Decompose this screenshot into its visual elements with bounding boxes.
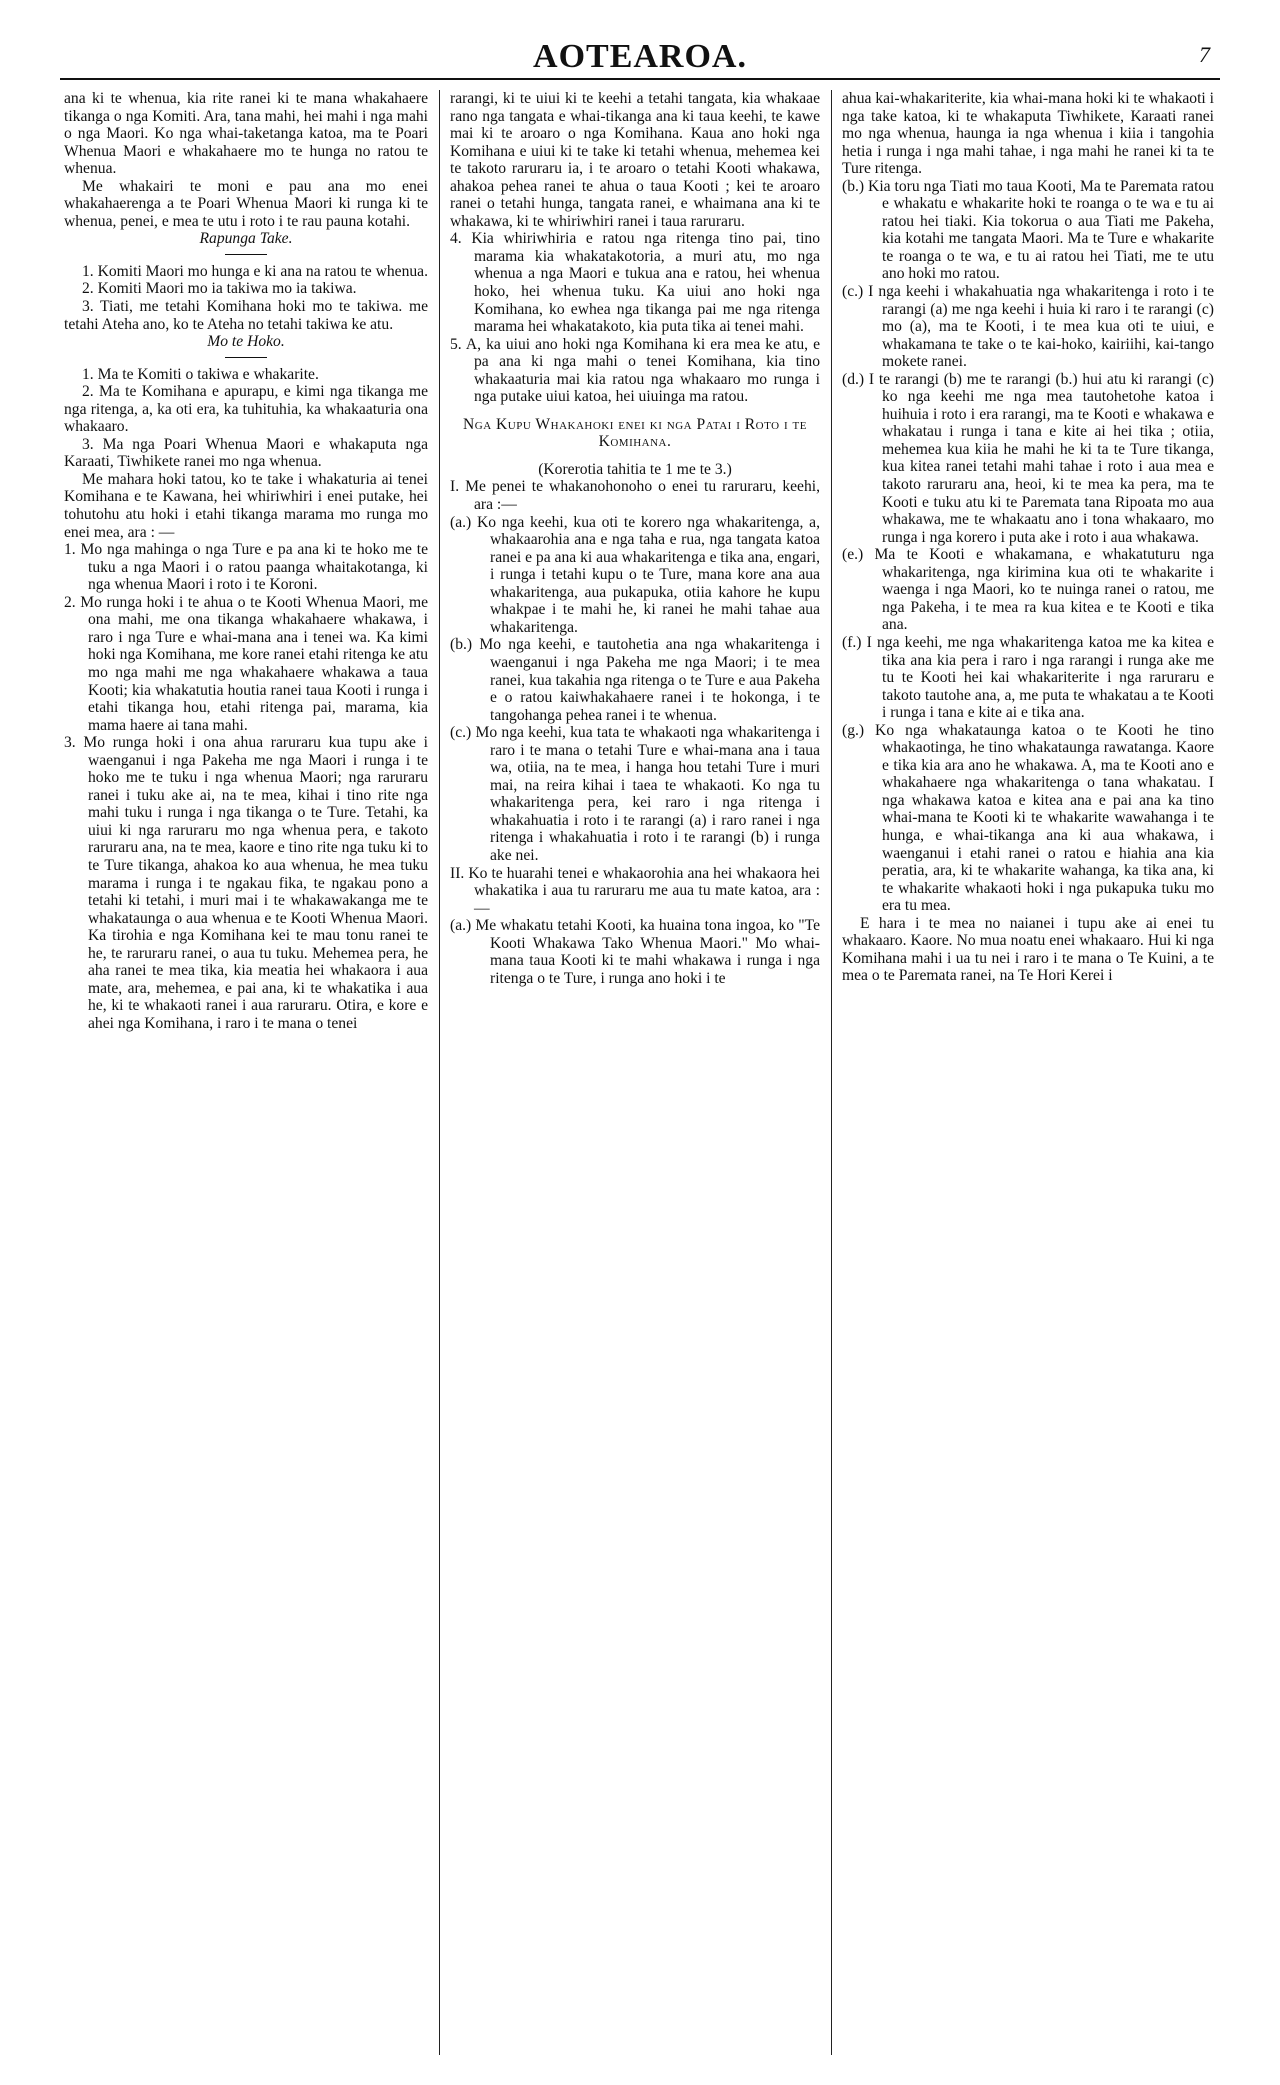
paragraph: 3. Mo runga hoki i ona ahua raruraru kua tupu ake i waenganui i nga Pakeha me nga Maori i runga i te hoko me te tuku i nga whenua Maori; nga raruraru ranei i tuku ake ai, na te mea, kihai i tino rite nga mahi tuku i runga i nga tikanga o te Ture. Tetahi, ka uiui ki nga raruraru mo nga whenua pera, e takoto raruraru ana, na te mea, kaore e tino rite nga tuku ki to te Ture tikanga, ahakoa ko aua whenua, he mea tuku marama i runga i te ngakau fika, te ngakau pono a tetahi ki tetahi, i muri mai i te whakawakanga me te whakataunga o aua whenua e te Kooti Whenua Maori. Ka tirohia e nga Komihana kei te mau tonu ranei te he, te raruraru ranei, o aua tu tuku. Mehemea pera, he aha ranei te mea tika, kia meatia hei whakaora i aua mate, ara, mehemea, e pai ana, ki te whakatika i aua he, ki te whakaoti ranei i aua raruraru. Otira, e kore e ahei nga Komihana, i raro i te mana o tenei <box>64 734 428 1032</box>
paragraph: (e.) Ma te Kooti e whakamana, e whakatuturu nga whakaritenga, nga kirimina kua oti te whakarite i waenga i nga Maori, ko te nuinga ranei o ratou, me nga Pakeha, i te mea ra kua kitea e te Kooti e tika ana. <box>842 546 1214 634</box>
paragraph: 3. Ma nga Poari Whenua Maori e whakaputa nga Karaati, Tiwhikete ranei mo nga whenua. <box>64 435 428 471</box>
paragraph: ana ki te whenua, kia rite ranei ki te mana whakahaere tikanga o nga Komiti. Ara, tana mahi, hei mahi i nga mahi o nga Maori. Ko nga whai-taketanga katoa, ma te Poari Whenua Maori e whakahaere mo te hunga no ratou te whenua. <box>64 90 428 178</box>
spacer <box>450 406 820 416</box>
paragraph: (b.) Kia toru nga Tiati mo taua Kooti, Ma te Paremata ratou e whakatu e whakarite hoki te roanga o te wa e tu ai ratou hei tiaki. Kia tokorua o aua Tiati me Pakeha, kia kotahi me tangata Maori. Ma te Ture e whakarite te roanga o te wa, e tu ai ratou hei Tiati, me te utu ano hoki mo ratou. <box>842 177 1214 283</box>
paragraph: 1. Mo nga mahinga o nga Ture e pa ana ki te hoko me te tuku a nga Maori i o ratou paanga whaitakotanga, ki nga whenua Maori i roto i te Koroni. <box>64 541 428 594</box>
paragraph: 2. Mo runga hoki i te ahua o te Kooti Whenua Maori, me ona mahi, me ona tikanga whakahaere whakawa, i raro i nga Ture e whai-mana ana i tenei wa. Ka kimi hoki nga Komihana, me kore ranei etahi ritenga ke atu mo nga mahi me nga whakahaere whakawa a taua Kooti; kia whakatutia houtia ranei taua Kooti i runga i etahi tikanga hou, etahi ritenga pai, marama, kia mama haere ai tana mahi. <box>64 593 428 734</box>
paragraph: 4. Kia whiriwhiria e ratou nga ritenga tino pai, tino marama kia whakatakotoria, a muri atu, mo nga whenua a nga Maori e tukua ana e ratou, hei whenua hoko, hei whenua tuku. Ka uiui ano hoki nga Komihana, ko ewhea nga tikanga pai me nga ritenga marama hei whakatakoto, kia puta tika ai tenei mahi. <box>450 230 820 336</box>
paragraph: I. Me penei te whakanohonoho o enei tu raruraru, keehi, ara :— <box>450 478 820 514</box>
section-heading: Rapunga Take. <box>199 230 293 248</box>
spacer <box>450 451 820 461</box>
paragraph: (d.) I te rarangi (b) me te rarangi (b.) hui atu ki rarangi (c) ko nga keehi me nga mea tautohetohe katoa i huihuia i roto i era rarangi, ma te Kooti e whakawa e whakatau i runga i tana e kite ai hei tika ; otiia, mehemea kua kiia he mahi he ki ta te Ture tikanga, kua kitea ranei tetahi mahi tahae i roto i aua mea e takoto raruraru ana, heoi, ki te mea ka pera, ma te Kooti e tuku atu ki te Paremata tana Ripoata mo aua whakawa, me te whakaatu ano i tona whakaaro, mo runga i nga korero i puta ake i roto i aua whakawa. <box>842 370 1214 546</box>
paragraph: II. Ko te huarahi tenei e whakaorohia ana hei whakaora hei whakatika i aua tu raruraru me aua tu mate katoa, ara :— <box>450 864 820 917</box>
paragraph: (a.) Me whakatu tetahi Kooti, ka huaina tona ingoa, ko "Te Kooti Whakawa Tako Whenua Maori." Mo whai-mana taua Kooti ki te mahi whakawa i runga i nga ritenga o te Ture, i runga ano hoki i te <box>450 917 820 987</box>
page-header <box>0 38 1280 78</box>
paragraph: ahua kai-whakariterite, kia whai-mana hoki ki te whakaoti i nga take katoa, ki te whakaputa Tiwhikete, Karaati ranei mo nga whenua, haunga ia nga whenua i kiia i tangohia hetia i runga i nga mahi tahae, i nga mahi he ranei ki ta te Ture ritenga. <box>842 90 1214 178</box>
paragraph: (g.) Ko nga whakataunga katoa o te Kooti he tino whakaotinga, he tino whakataunga rawatanga. Kaore e tika kia ara ano he whakawa. A, ma te Kooti ano e whakahaere nga whakaritenga o tana whakatau. I nga whakawa katoa e kitea ana e pai ana ka tino whai-mana te Kooti ki te whakarite wawahanga i te hunga, e whai-tikanga ana ki aua whakawa, i waenganui i etahi ranei o ratou e hiahia ana kia peratia, ara, ki te whakarite wahanga, ka tika ana, ki te whakarite whakaoti hoki i nga pukapuka tuku mo era tu mea. <box>842 721 1214 915</box>
section-heading: Nga Kupu Whakahoki enei ki nga Patai i Roto i te Komihana. <box>462 415 807 451</box>
column-right <box>842 90 1214 2060</box>
paragraph: (f.) I nga keehi, me nga whakaritenga katoa me ka kitea e tika ana kia pera i raro i nga rarangi i runga ake me tu te Kooti hei kai whakariterite i nga raruraru e takoto tautohe ana, a, me puta te whakatau a te Kooti i runga i tana e kite ai e tika ana. <box>842 633 1214 722</box>
header-rule <box>60 78 1220 80</box>
paragraph: E hara i te mea no naianei i tupu ake ai enei tu whakaaro. Kaore. No mua noatu enei whakaaro. Hui ki nga Komihana mahi i ua tu nei i raro i te mana o Te Kuini, a te mea o te Paremata ranei, na Te Hori Kerei i <box>842 914 1214 985</box>
paragraph: rarangi, ki te uiui ki te keehi a tetahi tangata, kia whakaae rano nga tangata e whai-tikanga ana ki taua keehi, te kawe mai ki te aroaro o nga Komihana. Kaua ano hoki nga Komihana e uiui ki te take ki tetahi whenua, mehemea kei te takoto raruraru ia, i te aroaro o tetahi Kooti whakawa, ahakoa pehea ranei te ahua o taua Kooti ; kei te aroaro ranei o tetahi hunga, tangata ranei, e whaimana ana ki te whakawa, ki te whiriwhiri ranei i taua raruraru. <box>450 90 820 230</box>
paragraph: (c.) Mo nga keehi, kua tata te whakaoti nga whakaritenga i raro i te mana o tetahi Ture e whai-mana ana i taua wa, otiia, na te mea, i hanga hou tetahi Ture i muri mai, na reira kihai i taea te whakaoti. Ko nga tu whakaritenga pera, kei raro i nga ritenga i whakahuatia i roto i te rarangi (a) i raro ranei i nga ritenga i whakahuatia i roto i te rarangi (b) i runga ake nei. <box>450 724 820 864</box>
paragraph: (a.) Ko nga keehi, kua oti te korero nga whakaritenga, a, whakaarohia ana e nga taha e rua, nga tangata katoa ranei e pa ana ki aua whakaritenga e tika ana, engari, i runga i tetahi kupu o te Ture, mana kore ana aua whakaritenga, aua pukapuka, otiia kahore he kupu whakpae i te mahi he, ki ranei he mahi tahae aua whakaritenga. <box>450 513 820 636</box>
paragraph: (Korerotia tahitia te 1 me te 3.) <box>538 460 732 478</box>
paragraph: Me mahara hoki tatou, ko te take i whakaturia ai tenei Komihana e te Kawana, hei whiriwhiri i enei putake, hei tohutohu atu hoki i etahi tikanga marama mo runga mo enei mea, ara : — <box>64 470 428 541</box>
paragraph: (c.) I nga keehi i whakahuatia nga whakaritenga i roto i te rarangi (a) me nga keehi i huia ki raro i te rarangi (c) mo (a), ma te Kooti, i te mea kua oti te uiui, e whakamana te take o te kai-hoko, kairiihi, kai-tango mokete ranei. <box>842 283 1214 371</box>
paragraph: 5. A, ka uiui ano hoki nga Komihana ki era mea ke atu, e pa ana ki nga mahi o tenei Komihana, kia tino whakaaturia mai kia ratou nga whakaaro mo runga i nga putake uiui katoa, hei uiuinga ma ratou. <box>450 335 820 406</box>
paragraph: 1. Ma te Komiti o takiwa e whakarite. <box>82 365 319 383</box>
column-divider-1 <box>439 90 440 2055</box>
page-number: 7 <box>1199 42 1210 67</box>
paragraph: Me whakairi te moni e pau ana mo enei whakahaerenga a te Poari Whenua Maori ki runga ki te whenua, penei, e mea te utu i roto i te rau pauna kotahi. <box>64 177 428 230</box>
paragraph: 2. Ma te Komihana e apurapu, e kimi nga tikanga me nga ritenga, a, ka oti era, ka tuhituhia, ka whakaaturia ona whakaaro. <box>64 383 428 436</box>
page-title: AOTEAROA. <box>533 38 747 75</box>
section-rule <box>225 254 267 255</box>
column-left <box>64 90 428 2060</box>
column-middle <box>450 90 820 2060</box>
paragraph: 3. Tiati, me tetahi Komihana hoki mo te takiwa. me tetahi Ateha ano, ko te Ateha no tetahi takiwa ke atu. <box>64 298 428 333</box>
paragraph: 2. Komiti Maori mo ia takiwa mo ia takiwa. <box>82 280 357 298</box>
paragraph: (b.) Mo nga keehi, e tautohetia ana nga whakaritenga i waenganui i nga Pakeha me nga Maori; i te mea ranei, kua takahia nga ritenga o te Ture e aua Pakeha e o ratou kaiwhakahaere ranei i te hokonga, i te tangohanga pehea ranei i te whenua. <box>450 636 820 724</box>
paragraph: 1. Komiti Maori mo hunga e ki ana na ratou te whenua. <box>82 262 428 280</box>
section-rule <box>225 357 267 358</box>
section-heading: Mo te Hoko. <box>207 333 285 351</box>
column-divider-2 <box>831 90 832 2055</box>
